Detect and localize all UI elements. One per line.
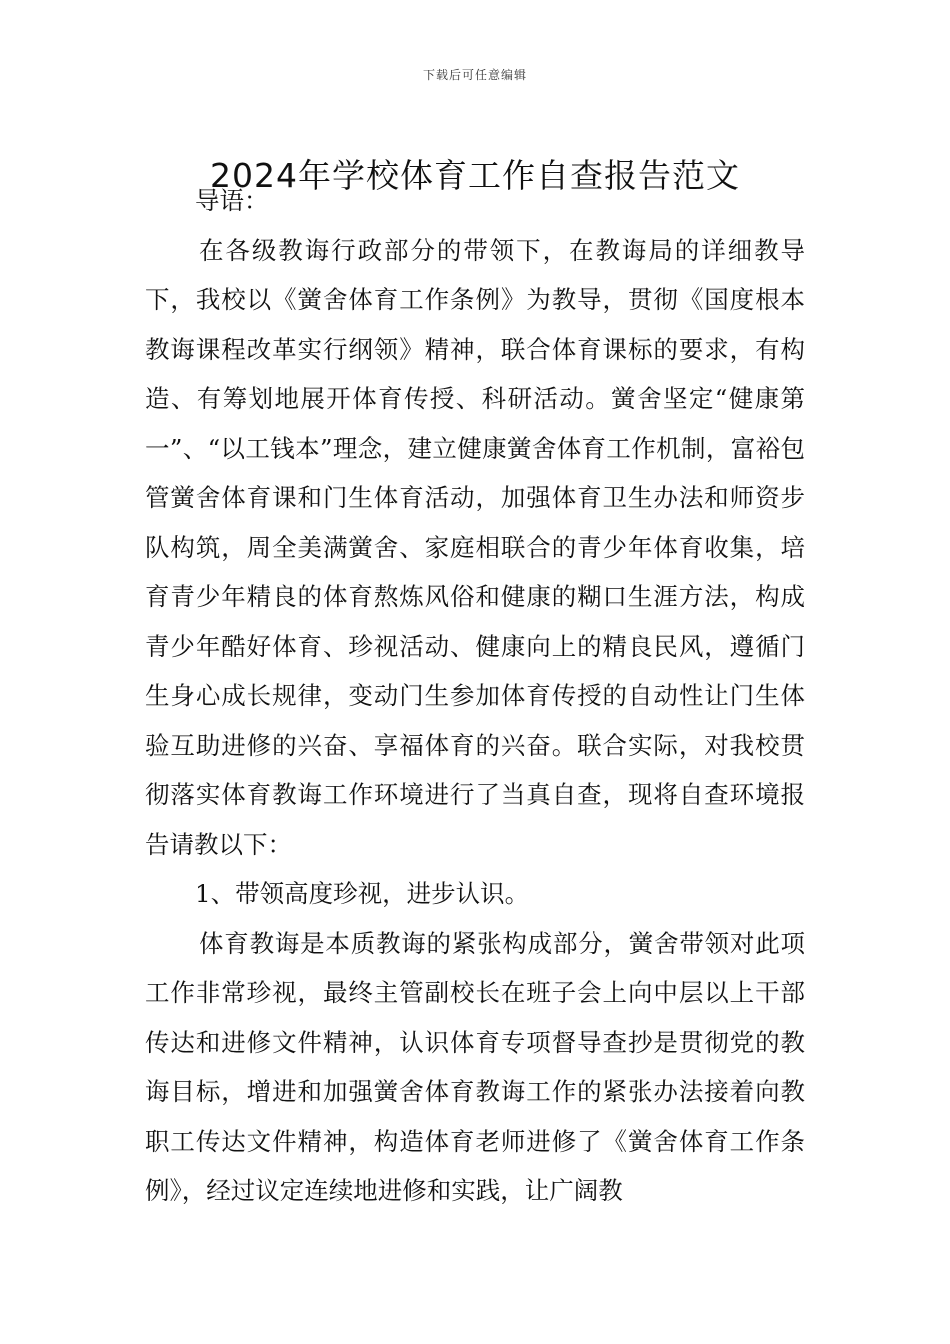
page-title: 2024年学校体育工作自查报告范文 (210, 156, 740, 196)
section-paragraph-1: 体育教诲是本质教诲的紧张构成部分，黉舍带领对此项工作非常珍视，最终主管副校长在班子会上向中层以上干部传达和进修文件精神，认识体育专项督导查抄是贯彻党的教诲目标，增进和加强黉舍体育教诲工作的紧张办法接着向教职工传达文件精神，构造体育老师进修了《黉舍体育工作条例》，经过议定连续地进修和实践，让广阔教 (145, 928, 805, 1205)
intro-paragraph: 在各级教诲行政部分的带领下，在教诲局的详细教导下，我校以《黉舍体育工作条例》为教导，贯彻《国度根本教诲课程改革实行纲领》精神，联合体育课标的要求，有构造、有筹划地展开体育传授、科研活动。黉舍坚定“健康第一”、“以工钱本”理念，建立健康黉舍体育工作机制，富裕包管黉舍体育课和门生体育活动，加强体育卫生办法和师资步队构筑，周全美满黉舍、家庭相联合的青少年体育收集，培育青少年精良的体育熬炼风俗和健康的糊口生涯方法，构成青少年酷好体育、珍视活动、健康向上的精良民风，遵循门生身心成长规律，变动门生参加体育传授的自动性让门生体验互助进修的兴奋、享福体育的兴奋。联合实际，对我校贯彻落实体育教诲工作环境进行了当真自查，现将自查环境报告请教以下： (145, 235, 805, 859)
document-body (145, 176, 805, 1216)
header-note: 下载后可任意编辑 (422, 68, 527, 82)
section-heading-1: 1、带领高度珍视，进步认识。 (195, 879, 530, 908)
intro-label: 导语： (195, 186, 269, 215)
